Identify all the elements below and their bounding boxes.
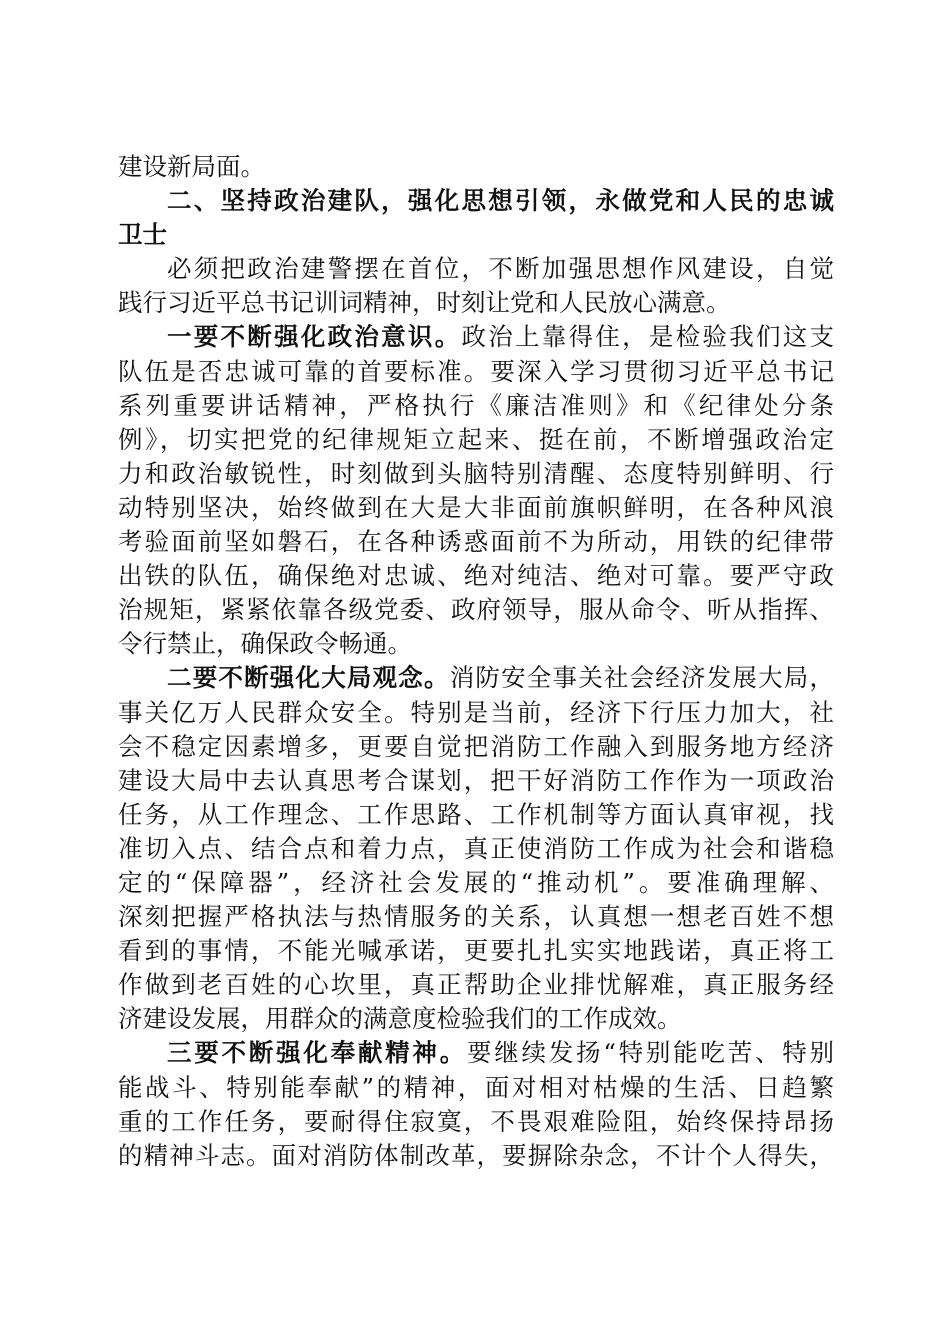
point-3-line: 能战斗、特别能奉献”的精神，面对相对枯燥的生活、日趋繁: [118, 1072, 834, 1102]
point-3-line: 重的工作任务，要耐得住寂寞，不畏艰难险阻，始终保持昂扬: [118, 1106, 834, 1136]
point-1-lead: 一要不断强化政治意识。: [167, 322, 462, 352]
point-1-line: 考验面前坚如磐石，在各种诱惑面前不为所动，用铁的纪律带: [118, 527, 834, 557]
point-2-line: 事关亿万人民群众安全。特别是当前，经济下行压力加大，社: [118, 697, 834, 727]
point-2-line: 会不稳定因素增多，更要自觉把消防工作融入到服务地方经济: [118, 731, 834, 761]
point-1-line: 治规矩，紧紧依靠各级党委、政府领导，服从命令、听从指挥、: [118, 595, 834, 625]
point-2-line: 济建设发展，用群众的满意度检验我们的工作成效。: [118, 1004, 682, 1034]
point-1-line: 例》，切实把党的纪律规矩立起来、挺在前，不断增强政治定: [118, 424, 834, 454]
section-heading-line-2: 卫士: [118, 220, 167, 250]
point-1-line: 系列重要讲话精神，严格执行《廉洁准则》和《纪律处分条: [118, 390, 834, 420]
point-1-paragraph: [118, 320, 834, 661]
point-1-line: 动特别坚决，始终做到在大是大非面前旗帜鲜明，在各种风浪: [118, 492, 834, 522]
point-1-first-line: [118, 320, 834, 354]
point-2-line: 任务，从工作理念、工作思路、工作机制等方面认真审视，找: [118, 799, 834, 829]
point-3-first-line-rest: 要继续发扬“特别能吃苦、特别: [466, 1038, 834, 1068]
point-1-first-line-rest: 政治上靠得住，是检验我们这支: [461, 322, 835, 352]
section-heading: [118, 184, 834, 252]
point-1-line: 出铁的队伍，确保绝对忠诚、绝对纯洁、绝对可靠。要严守政: [118, 561, 834, 591]
point-2-lead: 二要不断强化大局观念。: [167, 663, 450, 693]
point-1-line: 队伍是否忠诚可靠的首要标准。要深入学习贯彻习近平总书记: [118, 356, 834, 386]
intro-line-2: 践行习近平总书记训词精神，时刻让党和人民放心满意。: [118, 288, 731, 318]
point-3-line: 的精神斗志。面对消防体制改革，要摒除杂念，不计个人得失，: [118, 1140, 834, 1170]
point-2-line: 看到的事情，不能光喊承诺，更要扎扎实实地践诺，真正将工: [118, 936, 834, 966]
point-2-line: 作做到老百姓的心坎里，真正帮助企业排忧解难，真正服务经: [118, 970, 834, 1000]
point-1-line: 力和政治敏锐性，时刻做到头脑特别清醒、态度特别鲜明、行: [118, 458, 834, 488]
point-3-paragraph: [118, 1036, 834, 1172]
point-2-line: 定的“保障器”，经济社会发展的“推动机”。要准确理解、: [118, 867, 834, 897]
point-2-line: 深刻把握严格执法与热情服务的关系，认真想一想老百姓不想: [118, 902, 834, 932]
point-1-line: 令行禁止，确保政令畅通。: [118, 629, 412, 659]
intro-paragraph: [118, 252, 834, 320]
intro-line-1: 必须把政治建警摆在首位，不断加强思想作风建设，自觉: [167, 254, 834, 284]
opening-tail-line: 建设新局面。: [118, 152, 265, 181]
point-2-paragraph: [118, 661, 834, 1036]
point-2-first-line: [118, 661, 834, 695]
section-heading-line-1: 二、坚持政治建队，强化思想引领，永做党和人民的忠诚: [167, 186, 834, 216]
point-2-first-line-rest: 消防安全事关社会经济发展大局，: [449, 663, 835, 693]
point-3-lead: 三要不断强化奉献精神。: [167, 1038, 467, 1068]
document-page: [118, 150, 834, 1173]
point-2-line: 准切入点、结合点和着力点，真正使消防工作成为社会和谐稳: [118, 833, 834, 863]
point-3-first-line: [118, 1036, 834, 1070]
point-2-line: 建设大局中去认真思考合谋划，把干好消防工作作为一项政治: [118, 765, 834, 795]
